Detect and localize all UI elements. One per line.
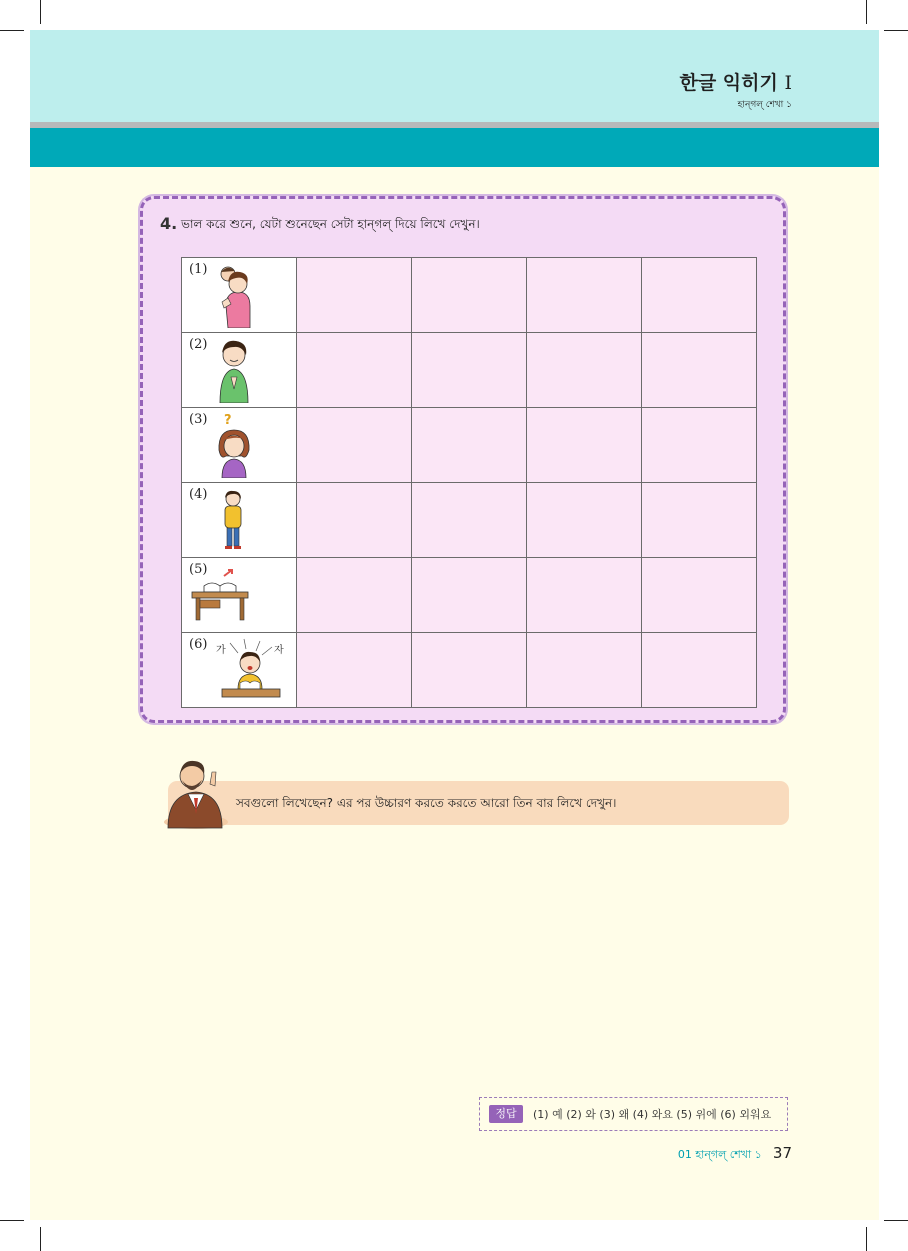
writing-cell[interactable] (527, 483, 642, 558)
writing-cell[interactable] (412, 633, 527, 708)
writing-cell[interactable] (642, 633, 757, 708)
pointing-at-self-icon (216, 262, 252, 328)
row-label: (4) (189, 487, 208, 502)
writing-cell[interactable] (297, 483, 412, 558)
writing-cell[interactable] (642, 483, 757, 558)
boy-reading-aloud-icon (216, 637, 286, 703)
grid-row (182, 333, 757, 408)
syllable-ga: 가 (216, 645, 226, 656)
grid-row (182, 483, 757, 558)
writing-grid (181, 257, 757, 708)
writing-cell[interactable] (642, 408, 757, 483)
svg-text:?: ? (224, 413, 232, 428)
answer-text: (1) 예 (2) 와 (3) 왜 (4) 와요 (5) 위에 (6) 외워요 (533, 1108, 772, 1121)
writing-cell[interactable] (527, 633, 642, 708)
book-on-desk-icon (190, 562, 250, 628)
writing-cell[interactable] (412, 408, 527, 483)
chapter-subtitle: হান্গল্ শেখা ১ (737, 100, 792, 110)
writing-cell[interactable] (642, 258, 757, 333)
grid-row (182, 633, 757, 708)
exercise-number: 4. (160, 214, 178, 233)
picture-cell (182, 633, 297, 708)
grid-row (182, 558, 757, 633)
row-label: (3) (189, 412, 208, 427)
writing-cell[interactable] (642, 333, 757, 408)
page-footer (678, 1143, 792, 1165)
girl-question-icon (216, 412, 252, 478)
picture-cell (182, 483, 297, 558)
crop-mark (884, 1220, 908, 1221)
header-teal-bar (30, 128, 879, 167)
writing-cell[interactable] (412, 483, 527, 558)
picture-cell (182, 408, 297, 483)
exercise-instruction: ভাল করে শুনে, যেটা শুনেছেন সেটা হান্গল্ দিয়ে লিখে দেখুন। (181, 217, 480, 231)
grid-row (182, 258, 757, 333)
writing-cell[interactable] (642, 558, 757, 633)
writing-cell[interactable] (297, 558, 412, 633)
picture-cell (182, 258, 297, 333)
writing-cell[interactable] (297, 258, 412, 333)
crop-mark (884, 30, 908, 31)
chapter-title-text: 한글 익히기 (679, 72, 778, 94)
row-label: (2) (189, 337, 208, 352)
teacher-icon (162, 754, 230, 830)
crop-mark (0, 1220, 24, 1221)
row-label: (6) (189, 637, 208, 652)
crop-mark (40, 1227, 41, 1251)
writing-cell[interactable] (527, 408, 642, 483)
writing-cell[interactable] (527, 333, 642, 408)
answer-label: 정답 (489, 1105, 523, 1123)
crop-mark (866, 1227, 867, 1251)
page-number: 37 (772, 1144, 792, 1162)
syllable-ja: 자 (274, 645, 284, 656)
crop-mark (40, 0, 41, 24)
picture-cell (182, 558, 297, 633)
writing-cell[interactable] (297, 333, 412, 408)
crop-mark (866, 0, 867, 24)
writing-cell[interactable] (527, 558, 642, 633)
writing-cell[interactable] (297, 633, 412, 708)
picture-cell (182, 333, 297, 408)
crop-mark (0, 30, 24, 31)
row-label: (5) (189, 562, 208, 577)
footer-chapter-label: 01 হান্গল্ শেখা ১ (677, 1148, 762, 1161)
chapter-title (679, 68, 792, 95)
writing-cell[interactable] (412, 258, 527, 333)
writing-cell[interactable] (412, 333, 527, 408)
chapter-title-numeral: I (784, 72, 792, 94)
writing-cell[interactable] (527, 258, 642, 333)
boy-hands-together-icon (216, 337, 252, 403)
tip-text: সবগুলো লিখেছেন? এর পর উচ্চারণ করতে করতে আরো তিন বার লিখে দেখুন। (236, 796, 617, 810)
row-label: (1) (189, 262, 208, 277)
boy-standing-icon (216, 487, 252, 553)
writing-cell[interactable] (297, 408, 412, 483)
grid-row (182, 408, 757, 483)
writing-cell[interactable] (412, 558, 527, 633)
